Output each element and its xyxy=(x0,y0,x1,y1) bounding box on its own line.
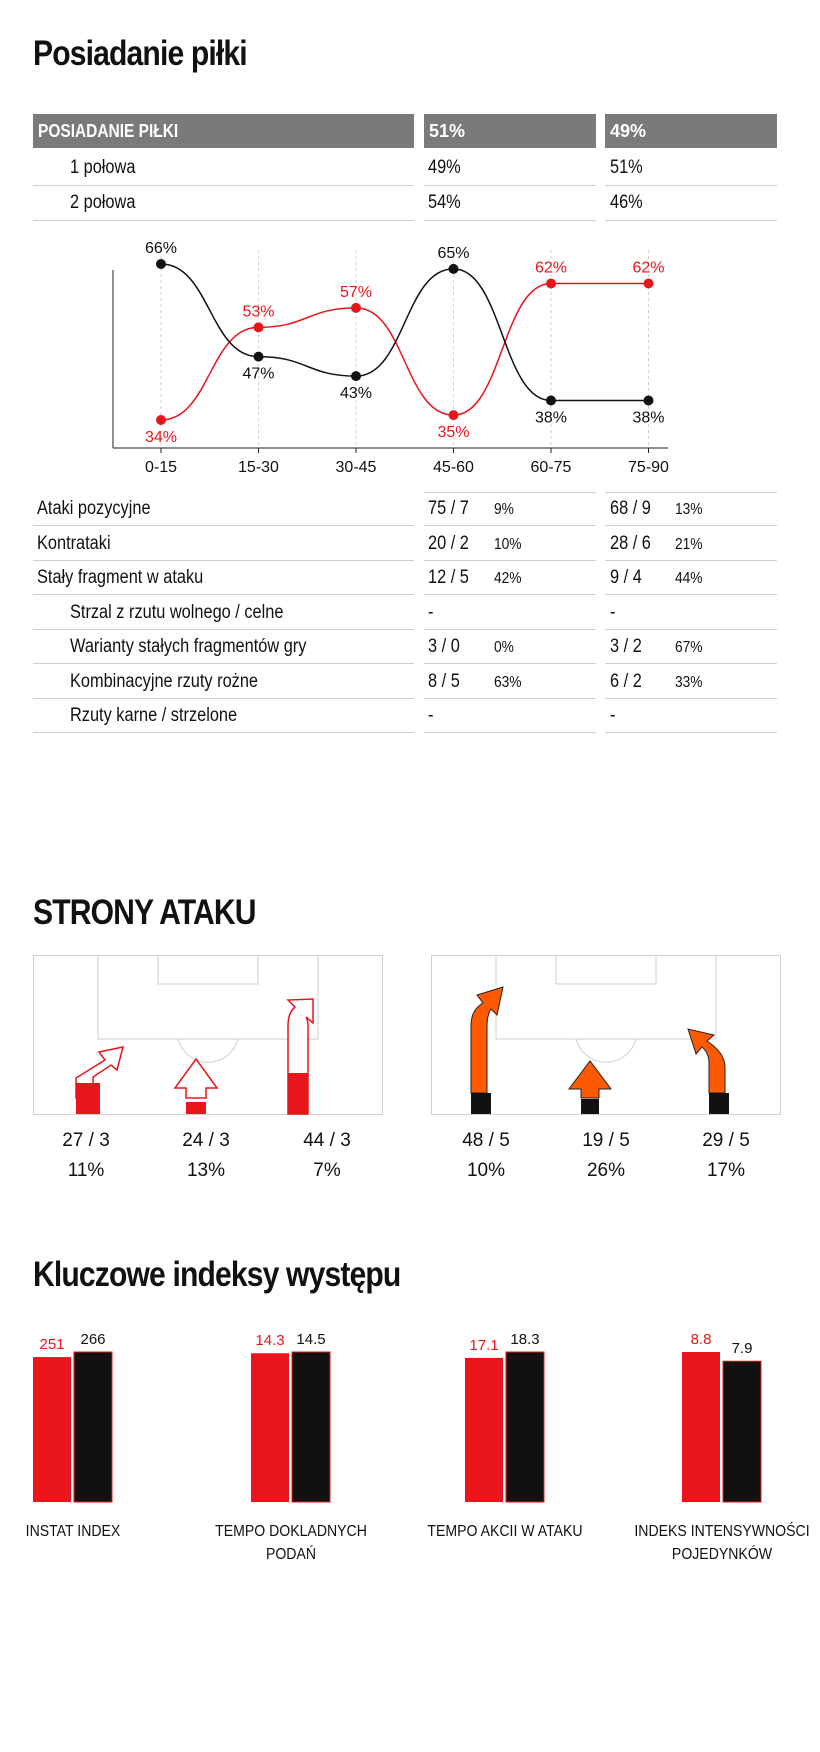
bar-label-team2: 14.5 xyxy=(296,1331,326,1348)
data-point-team2 xyxy=(254,352,264,362)
attack-row-team1-pct: 63% xyxy=(494,673,522,691)
side-pct-team2: 10% xyxy=(466,1160,506,1181)
series-line-team2 xyxy=(161,264,649,401)
attack-row-team1-pct: 0% xyxy=(494,639,514,656)
penalty-area xyxy=(98,956,318,1040)
bar-team1 xyxy=(465,1358,503,1502)
bar-label-team1: 8.8 xyxy=(690,1331,712,1348)
index-category-label: TEMPO AKCII W ATAKU xyxy=(426,1523,583,1540)
bar-right-team1 xyxy=(288,1073,308,1114)
bar-label-team2: 266 xyxy=(80,1331,106,1348)
series-line-team1 xyxy=(161,284,649,421)
row-divider xyxy=(33,629,414,630)
data-label-team1: 62% xyxy=(534,259,568,277)
data-label-team1: 53% xyxy=(242,303,275,321)
row-divider xyxy=(424,629,596,630)
indices-bar-chart xyxy=(0,1310,820,1510)
bar-team2 xyxy=(292,1352,330,1502)
data-point-team2 xyxy=(546,396,556,406)
data-point-team1 xyxy=(254,322,264,332)
index-category-label: INDEKS INTENSYWNOŚCI POJEDYNKÓW xyxy=(633,1523,810,1563)
row-divider xyxy=(424,560,596,561)
arrow-center-team1 xyxy=(175,1059,217,1098)
bar-left-team1 xyxy=(76,1083,100,1114)
bar-label-team1: 251 xyxy=(39,1336,65,1354)
attack-row-team1-value: 8 / 5 xyxy=(428,670,460,692)
arrow-left-team2 xyxy=(471,987,503,1093)
goal-area xyxy=(556,956,656,985)
possession-title: Posiadanie piłki xyxy=(33,34,247,73)
side-pct-team1: 11% xyxy=(67,1160,105,1181)
attack-row-team2-value: - xyxy=(610,705,616,726)
data-label-team2: 38% xyxy=(632,409,665,427)
bar-team1 xyxy=(682,1352,720,1502)
penalty-arc xyxy=(576,1039,636,1062)
pitch-team1 xyxy=(33,955,383,1115)
attack-row-team2-value: 3 / 2 xyxy=(610,636,642,657)
attack-row-team2-pct: 21% xyxy=(675,535,703,553)
side-pct-team2: 17% xyxy=(706,1160,746,1181)
row-divider xyxy=(33,698,414,699)
x-tick-label: 45-60 xyxy=(433,459,474,476)
row-divider xyxy=(605,629,777,630)
attack-row-team2-value: 68 / 9 xyxy=(610,498,651,519)
bar-team2 xyxy=(723,1361,761,1502)
attack-row-label: Ataki pozycyjne xyxy=(37,498,151,519)
possession-row-team1: 49% xyxy=(428,157,461,178)
attack-row-label: Strzal z rzutu wolnego / celne xyxy=(70,601,284,623)
attack-row-team1-value: 20 / 2 xyxy=(428,532,469,554)
attack-row-team2-value: 6 / 2 xyxy=(610,670,642,692)
row-divider xyxy=(424,698,596,699)
index-category-label: INSTAT INDEX xyxy=(25,1523,120,1540)
possession-row-label: 2 połowa xyxy=(70,192,136,213)
attack-row-label: Kombinacyjne rzuty rożne xyxy=(70,670,259,692)
side-pct-team1: 7% xyxy=(313,1160,341,1181)
x-tick-label: 60-75 xyxy=(530,459,572,476)
bar-label-team1: 17.1 xyxy=(469,1336,499,1354)
data-label-team1: 57% xyxy=(339,283,373,301)
possession-row-team2: 51% xyxy=(610,157,643,178)
possession-header-team2: 49% xyxy=(605,114,777,148)
row-divider xyxy=(33,525,414,526)
row-divider xyxy=(33,560,414,561)
row-divider xyxy=(424,594,596,595)
arrow-center-team2 xyxy=(569,1061,611,1098)
indices-title: Kluczowe indeksy występu xyxy=(33,1255,401,1294)
row-divider xyxy=(605,525,777,526)
row-divider xyxy=(424,732,596,733)
attack-row-team1-value: 75 / 7 xyxy=(428,498,469,519)
possession-header-team1: 51% xyxy=(424,114,596,148)
attack-row-team2-pct: 33% xyxy=(675,673,703,691)
attack-row-label: Kontrataki xyxy=(37,532,111,554)
possession-row-team1: 54% xyxy=(428,192,461,213)
row-divider xyxy=(424,663,596,664)
side-value-team2: 19 / 5 xyxy=(582,1130,630,1151)
side-pct-team2: 26% xyxy=(586,1160,626,1181)
attack-row-team1-value: 3 / 0 xyxy=(428,636,460,657)
possession-row-label: 1 połowa xyxy=(70,157,136,178)
data-label-team1: 35% xyxy=(437,424,470,442)
x-tick-label: 30-45 xyxy=(335,459,377,476)
row-divider xyxy=(33,594,414,595)
side-pct-team1: 13% xyxy=(186,1160,226,1181)
row-divider xyxy=(605,185,777,186)
bar-label-team1: 14.3 xyxy=(255,1332,285,1350)
row-divider xyxy=(605,560,777,561)
row-divider xyxy=(605,594,777,595)
attack-row-label: Rzuty karne / strzelone xyxy=(70,705,238,726)
data-point-team1 xyxy=(351,303,361,313)
bar-label-team2: 7.9 xyxy=(731,1340,753,1358)
side-value-team2: 29 / 5 xyxy=(702,1130,750,1151)
attack-row-team1-value: 12 / 5 xyxy=(428,567,469,588)
sides-title: STRONY ATAKU xyxy=(33,893,256,932)
attack-row-team2-value: 9 / 4 xyxy=(610,567,642,588)
data-label-team2: 38% xyxy=(534,409,568,427)
penalty-area xyxy=(496,956,716,1040)
attack-row-team1-pct: 10% xyxy=(494,535,522,553)
possession-row-team2: 46% xyxy=(610,192,643,213)
row-divider xyxy=(33,663,414,664)
attack-row-label: Warianty stałych fragmentów gry xyxy=(70,636,307,657)
data-point-team2 xyxy=(351,371,361,381)
data-label-team1: 34% xyxy=(144,429,178,446)
row-divider xyxy=(424,492,596,493)
bar-center-team1 xyxy=(186,1102,206,1114)
side-value-team1: 24 / 3 xyxy=(182,1130,230,1151)
row-divider xyxy=(605,663,777,664)
attack-row-team2-value: 28 / 6 xyxy=(610,532,651,554)
data-label-team2: 66% xyxy=(144,240,178,257)
row-divider xyxy=(33,185,414,186)
x-tick-label: 15-30 xyxy=(238,459,279,476)
attack-row-team2-pct: 67% xyxy=(675,639,703,656)
attack-row-team2-value: - xyxy=(610,601,616,623)
arrow-right-team2 xyxy=(688,1029,725,1093)
data-label-team1: 62% xyxy=(632,259,665,277)
data-point-team1 xyxy=(449,410,459,420)
attack-row-team1-value: - xyxy=(428,601,434,623)
attack-row-team1-value: - xyxy=(428,705,434,726)
bar-team2 xyxy=(506,1352,544,1502)
row-divider xyxy=(605,698,777,699)
side-value-team2: 48 / 5 xyxy=(462,1130,510,1151)
penalty-arc xyxy=(178,1039,238,1062)
attack-row-team1-pct: 42% xyxy=(494,570,522,587)
row-divider xyxy=(424,185,596,186)
data-point-team1 xyxy=(156,415,166,425)
bar-left-team2 xyxy=(471,1093,491,1114)
possession-header-label: POSIADANIE PIŁKI xyxy=(33,114,414,148)
side-value-team1: 27 / 3 xyxy=(62,1130,110,1151)
bar-label-team2: 18.3 xyxy=(510,1331,540,1348)
pitch-team2 xyxy=(431,955,781,1115)
row-divider xyxy=(605,492,777,493)
row-divider xyxy=(424,525,596,526)
data-point-team2 xyxy=(449,264,459,274)
data-point-team1 xyxy=(546,279,556,289)
attack-row-team2-pct: 44% xyxy=(675,570,703,587)
data-label-team2: 65% xyxy=(437,244,470,262)
row-divider xyxy=(605,732,777,733)
data-point-team2 xyxy=(156,259,166,269)
row-divider xyxy=(33,732,414,733)
bar-team2 xyxy=(74,1352,112,1502)
data-point-team1 xyxy=(644,279,654,289)
x-tick-label: 75-90 xyxy=(628,459,669,476)
side-value-team1: 44 / 3 xyxy=(303,1130,351,1151)
index-category-label: TEMPO DOKLADNYCH PODAŃ xyxy=(214,1523,367,1563)
data-label-team2: 43% xyxy=(339,385,373,403)
bar-team1 xyxy=(251,1353,289,1502)
goal-area xyxy=(158,956,258,985)
bar-team1 xyxy=(33,1357,71,1502)
attack-row-team2-pct: 13% xyxy=(675,501,703,518)
bar-center-team2 xyxy=(581,1099,599,1114)
data-point-team2 xyxy=(644,396,654,406)
attack-row-team1-pct: 9% xyxy=(494,501,514,518)
bar-right-team2 xyxy=(709,1093,729,1114)
possession-line-chart xyxy=(0,220,820,480)
x-tick-label: 0-15 xyxy=(144,459,178,476)
data-label-team2: 47% xyxy=(242,365,275,383)
attack-row-label: Stały fragment w ataku xyxy=(37,567,204,588)
